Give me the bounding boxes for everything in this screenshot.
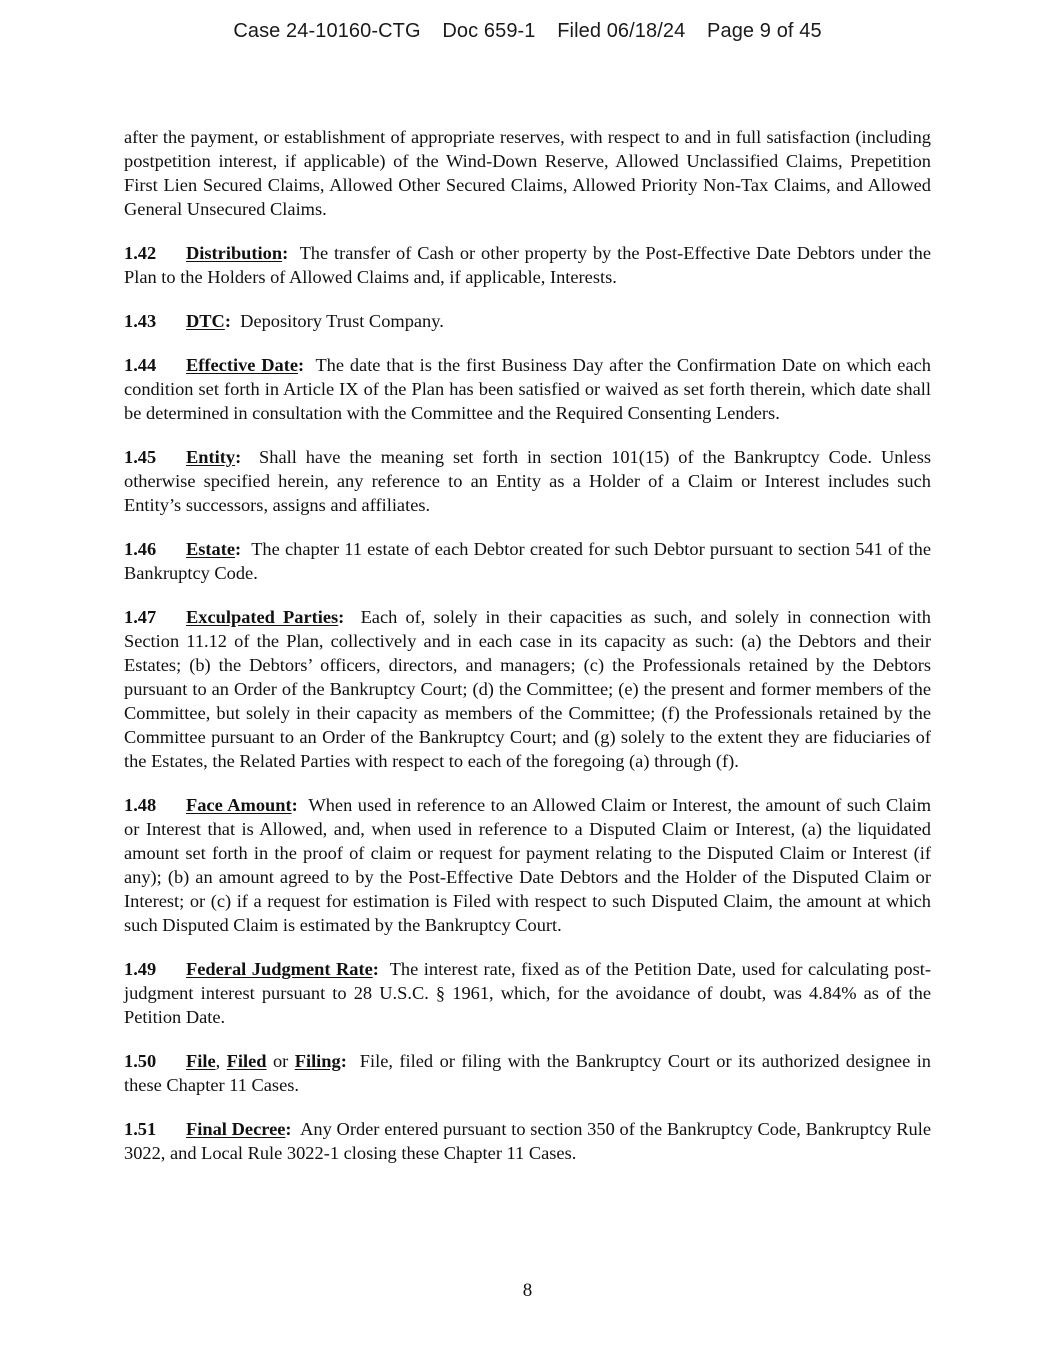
doc-number: Doc 659-1 bbox=[442, 20, 536, 42]
definition-1-49 bbox=[124, 957, 931, 1029]
definition-text: When used in reference to an Allowed Claim or Interest, the amount of such Claim or Interest that is Allowed, and, when used in reference to a Disputed Claim or Interest, (a) the liquidated amount set forth in the proof of claim or request for payment relating to the Disputed Claim or Interest (if any); (b) an amount agreed to by the Post-Effective Date Debtors and the Holder of the Disputed Claim or Interest; or (c) if a request for estimation is Filed with respect to such Disputed Claim, the amount at which such Disputed Claim is estimated by the Bankruptcy Court. bbox=[124, 795, 931, 935]
definition-number: 1.42 bbox=[124, 243, 157, 263]
continuation-paragraph: after the payment, or establishment of appropriate reserves, with respect to and in full satisfaction (including postpetition interest, if applicable) of the Wind-Down Reserve, Allowed Unclassified Claims, Prepetition First Lien Secured Claims, Allowed Other Secured Claims, Allowed Priority Non-Tax Claims, and Allowed General Unsecured Claims. bbox=[124, 127, 931, 219]
defined-term-file: File bbox=[186, 1051, 216, 1071]
filing-header bbox=[0, 20, 1055, 43]
defined-term-filing: Filing bbox=[294, 1051, 341, 1071]
term-colon: : bbox=[298, 355, 305, 375]
term-colon: : bbox=[235, 447, 242, 467]
defined-term: Entity bbox=[186, 447, 236, 467]
term-colon: : bbox=[235, 539, 242, 559]
definition-number: 1.47 bbox=[124, 607, 157, 627]
document-body bbox=[124, 125, 931, 1185]
filed-date: Filed 06/18/24 bbox=[557, 20, 686, 42]
term-separator: or bbox=[266, 1051, 295, 1071]
definition-1-43 bbox=[124, 309, 931, 333]
defined-term: Exculpated Parties bbox=[186, 607, 339, 627]
definition-number: 1.45 bbox=[124, 447, 157, 467]
defined-term: Face Amount bbox=[186, 795, 292, 815]
page-number: 8 bbox=[522, 1280, 533, 1301]
definition-1-42 bbox=[124, 241, 931, 289]
term-colon: : bbox=[372, 959, 379, 979]
defined-term-filed: Filed bbox=[226, 1051, 267, 1071]
definition-text: Any Order entered pursuant to section 350 of the Bankruptcy Code, Bankruptcy Rule 3022, and Local Rule 3022-1 closing these Chapter 11 Cases. bbox=[124, 1119, 931, 1163]
defined-term: Distribution bbox=[186, 243, 283, 263]
defined-term: Final Decree bbox=[186, 1119, 286, 1139]
definition-text: Shall have the meaning set forth in section 101(15) of the Bankruptcy Code. Unless otherwise specified herein, any reference to an Entity as a Holder of a Claim or Interest includes such Entity’s successors, assigns and affiliates. bbox=[124, 447, 932, 515]
definition-text: File, filed or filing with the Bankruptcy Court or its authorized designee in these Chapter 11 Cases. bbox=[124, 1051, 931, 1095]
page-of-total: Page 9 of 45 bbox=[707, 20, 822, 42]
case-number: Case 24-10160-CTG bbox=[233, 20, 421, 42]
term-separator: , bbox=[215, 1051, 227, 1071]
defined-term: Federal Judgment Rate bbox=[186, 959, 373, 979]
definition-1-51 bbox=[124, 1117, 931, 1165]
definition-1-48 bbox=[124, 793, 931, 937]
definition-1-46 bbox=[124, 537, 931, 585]
defined-term: Estate bbox=[186, 539, 236, 559]
definition-1-50 bbox=[124, 1049, 931, 1097]
definition-text: The date that is the first Business Day after the Confirmation Date on which each condition set forth in Article IX of the Plan has been satisfied or waived as set forth therein, which date shall be determined in consultation with the Committee and the Required Consenting Lenders. bbox=[124, 355, 931, 423]
definition-text: Depository Trust Company. bbox=[240, 311, 444, 331]
term-colon: : bbox=[285, 1119, 292, 1139]
term-colon: : bbox=[291, 795, 298, 815]
definition-number: 1.43 bbox=[124, 311, 157, 331]
definition-text: The chapter 11 estate of each Debtor created for such Debtor pursuant to section 541 of the Bankruptcy Code. bbox=[124, 539, 931, 583]
definition-text: Each of, solely in their capacities as such, and solely in connection with Section 11.12 of the Plan, collectively and in each case in its capacity as such: (a) the Debtors and their Estates; (b) the Debtors’ officers, directors, and managers; (c) the Professionals retained by the Debtors pursuant to an Order of the Bankruptcy Court; (d) the Committee; (e) the present and former members of the Committee, but solely in their capacity as members of the Committee; (f) the Professionals retained by the Committee pursuant to an Order of the Bankruptcy Court; and (g) solely to the extent they are fiduciaries of the Estates, the Related Parties with respect to each of the foregoing (a) through (f). bbox=[124, 607, 931, 771]
definition-text: The interest rate, fixed as of the Petition Date, used for calculating post-judgment interest pursuant to 28 U.S.C. § 1961, which, for the avoidance of doubt, was 4.84% as of the Petition Date. bbox=[124, 959, 931, 1027]
term-colon: : bbox=[224, 311, 231, 331]
term-colon: : bbox=[338, 607, 345, 627]
definition-1-45 bbox=[124, 445, 931, 517]
definition-number: 1.51 bbox=[124, 1119, 157, 1139]
definition-number: 1.50 bbox=[124, 1051, 157, 1071]
definition-number: 1.44 bbox=[124, 355, 157, 375]
definition-number: 1.46 bbox=[124, 539, 157, 559]
term-colon: : bbox=[340, 1051, 347, 1071]
definition-text: The transfer of Cash or other property by the Post-Effective Date Debtors under the Plan to the Holders of Allowed Claims and, if applicable, Interests. bbox=[124, 243, 931, 287]
definition-1-44 bbox=[124, 353, 931, 425]
definition-number: 1.49 bbox=[124, 959, 157, 979]
defined-term: Effective Date bbox=[186, 355, 299, 375]
definition-1-47 bbox=[124, 605, 931, 773]
defined-term: DTC bbox=[186, 311, 225, 331]
definition-number: 1.48 bbox=[124, 795, 157, 815]
term-colon: : bbox=[282, 243, 289, 263]
